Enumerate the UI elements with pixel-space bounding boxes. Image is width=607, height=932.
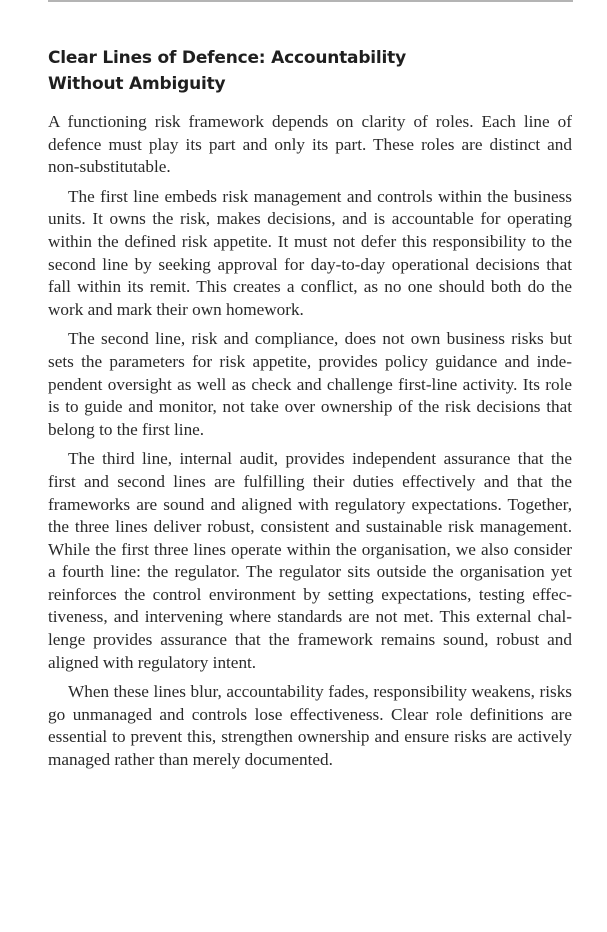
heading-line-2: Without Ambiguity <box>48 74 226 94</box>
page-content <box>48 45 572 779</box>
paragraph-second-line: The second line, risk and compliance, does not own business risks but sets the parameters for risk appetite, provides policy guidance and independent oversight as well as check and challenge first-line activity. Its role is to guide and monitor, not take over ownership of the risk decisions that belong to the first line. <box>48 329 572 439</box>
paragraph-third-line: The third line, internal audit, provides independent assurance that the first and second lines are fulfilling their duties effectively and that the frameworks are sound and aligned with regulatory expectations. Together, the three lines deliver robust, consistent and sustainable risk management. While the first three lines operate within the organisation, we also consider a fourth line: the regulator. The regulator sits outside the organisation yet reinforces the control environment by setting expectations, testing effectiveness, and intervening where standards are not met. This external challenge provides assurance that the framework remains sound, robust and aligned with regulatory intent. <box>48 449 572 672</box>
section-heading <box>48 45 572 97</box>
heading-line-1: Clear Lines of Defence: Accountability <box>48 48 406 68</box>
top-rule-divider <box>48 0 573 2</box>
paragraph-conclusion: When these lines blur, accountability fades, responsibility weakens, risks go unmanaged and controls lose effectiveness. Clear role definitions are essential to prevent this, strengthen ownership and ensure risks are actively managed rather than merely documented. <box>48 682 572 770</box>
paragraph-first-line: The first line embeds risk management and controls within the business units. It owns the risk, makes decisions, and is accountable for operating within the defined risk appetite. It must not defer this responsibility to the second line by seeking approval for day-to-day operational decisions that fall within its remit. This creates a conflict, as no one should both do the work and mark their own homework. <box>48 186 572 319</box>
paragraph-intro: A functioning risk framework depends on clarity of roles. Each line of defence must play its part and only its part. These roles are distinct and non-substitutable. <box>48 112 572 177</box>
